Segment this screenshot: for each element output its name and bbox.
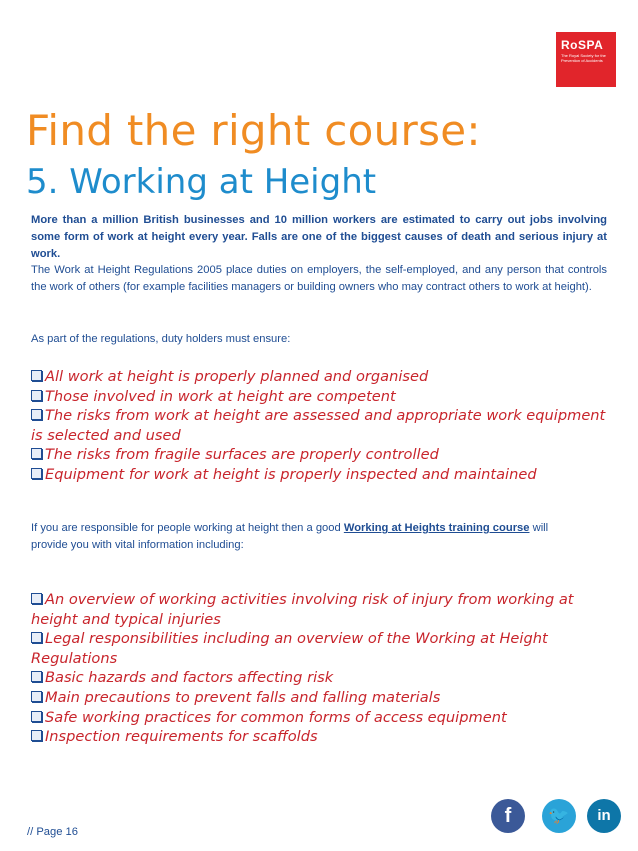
checkbox-bullet-icon bbox=[31, 730, 42, 741]
topics-list bbox=[31, 590, 607, 747]
linkedin-icon[interactable]: in bbox=[587, 799, 621, 833]
logo-brand: RoSPA bbox=[561, 38, 604, 52]
topic-item: An overview of working activities involving risk of injury from working at height and typical injuries bbox=[31, 591, 574, 628]
duty-item: The risks from fragile surfaces are properly controlled bbox=[31, 445, 607, 465]
facebook-icon[interactable]: f bbox=[491, 799, 525, 833]
twitter-icon[interactable]: 🐦 bbox=[542, 799, 576, 833]
rospa-logo bbox=[556, 32, 616, 87]
duty-item: All work at height is properly planned and organised bbox=[31, 367, 607, 387]
topic-item: Main precautions to prevent falls and falling materials bbox=[31, 688, 607, 708]
checkbox-bullet-icon bbox=[31, 593, 42, 604]
checkbox-bullet-icon bbox=[31, 468, 42, 479]
topic-item: Inspection requirements for scaffolds bbox=[31, 727, 607, 747]
course-paragraph bbox=[31, 520, 551, 554]
checkbox-bullet-icon bbox=[31, 409, 42, 420]
working-at-heights-course-link[interactable]: Working at Heights training course bbox=[343, 522, 530, 534]
page-number: // Page 16 bbox=[27, 826, 79, 838]
page-subtitle: 5. Working at Height bbox=[26, 162, 377, 202]
intro-bold-text: More than a million British businesses and 10 million workers are estimated to carry out jobs involving some form of work at height every year. Falls are one of the biggest causes of death and serious injury at work. bbox=[31, 214, 607, 260]
course-text-after: will provide you with vital information including: bbox=[31, 522, 549, 551]
duty-item: The risks from work at height are assessed and appropriate work equipment is selected and used bbox=[31, 407, 606, 444]
checkbox-bullet-icon bbox=[31, 448, 42, 459]
checkbox-bullet-icon bbox=[31, 671, 42, 682]
duty-intro: As part of the regulations, duty holders must ensure: bbox=[31, 333, 291, 345]
logo-tagline: The Royal Society for the Prevention of Accidents bbox=[561, 53, 606, 63]
course-text-before: If you are responsible for people working at height then a good bbox=[31, 522, 344, 534]
checkbox-bullet-icon bbox=[31, 711, 42, 722]
page-title: Find the right course: bbox=[26, 106, 481, 155]
duties-list bbox=[31, 367, 607, 485]
checkbox-bullet-icon bbox=[31, 691, 42, 702]
topic-item: Basic hazards and factors affecting risk bbox=[31, 668, 607, 688]
checkbox-bullet-icon bbox=[31, 390, 42, 401]
checkbox-bullet-icon bbox=[31, 370, 42, 381]
topic-item: Safe working practices for common forms of access equipment bbox=[31, 708, 607, 728]
duty-item: Those involved in work at height are competent bbox=[31, 387, 607, 407]
topic-item: Legal responsibilities including an overview of the Working at Height Regulations bbox=[31, 630, 548, 667]
intro-paragraph bbox=[31, 212, 607, 296]
duty-item: Equipment for work at height is properly inspected and maintained bbox=[31, 465, 607, 485]
intro-regular-text: The Work at Height Regulations 2005 place duties on employers, the self-employed, and any person that controls the work of others (for example facilities managers or building owners who may contract others to work at height). bbox=[31, 264, 607, 294]
checkbox-bullet-icon bbox=[31, 632, 42, 643]
